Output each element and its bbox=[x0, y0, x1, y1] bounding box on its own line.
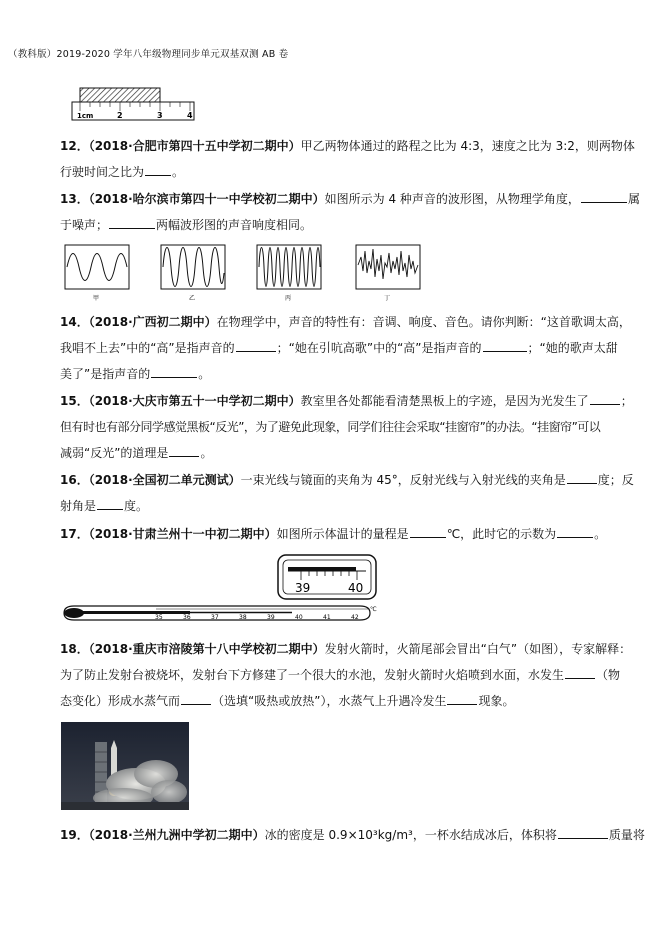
question-source: （2018·广西初二期中） bbox=[88, 315, 217, 329]
question-source: （2018·大庆市第五十一中学初二期中） bbox=[88, 394, 301, 408]
svg-text:41: 41 bbox=[323, 614, 331, 621]
thermometer-figure bbox=[60, 553, 380, 625]
ruler-label: 4 bbox=[187, 111, 193, 120]
wave-label: 乙 bbox=[189, 295, 196, 302]
question-number: 14． bbox=[60, 315, 89, 329]
question-source: （2018·甘肃兰州十一中初二期中） bbox=[88, 527, 277, 541]
answer-blank[interactable] bbox=[557, 525, 593, 538]
question-number: 16． bbox=[60, 473, 89, 487]
question-15: 15．（2018·大庆市第五十一中学初二期中）教室里各处都能看清楚黑板上的字迹，是因为光发生了 ； 但有时也有部分同学感觉黑板“反光”，为了避免此现象，同学们往往会采取“挂窗帘”的办法。“挂窗帘”可以 减弱“反光”的道理是 。 bbox=[60, 394, 633, 460]
question-source: （2018·哈尔滨市第四十一中学校初二期中） bbox=[88, 192, 325, 206]
answer-blank[interactable] bbox=[410, 525, 446, 538]
answer-blank[interactable] bbox=[581, 190, 627, 203]
question-source: （2018·兰州九洲中学初二期中） bbox=[88, 828, 265, 842]
wave-label: 丁 bbox=[384, 295, 391, 302]
answer-blank[interactable] bbox=[567, 471, 597, 484]
answer-blank[interactable] bbox=[236, 339, 276, 352]
answer-blank[interactable] bbox=[447, 692, 477, 705]
question-17: 17．（2018·甘肃兰州十一中初二期中）如图所示体温计的量程是 ℃，此时它的示数为 。 bbox=[60, 527, 607, 541]
wave-label: 甲 bbox=[93, 295, 100, 302]
question-13: 13．（2018·哈尔滨市第四十一中学校初二期中）如图所示为 4 种声音的波形图，从物理学角度， 属 于噪声； 两幅波形图的声音响度相同。 bbox=[60, 192, 640, 232]
ruler-figure bbox=[70, 84, 200, 124]
wave-label: 丙 bbox=[285, 295, 292, 302]
question-source: （2018·全国初二单元测试） bbox=[88, 473, 241, 487]
question-12: 12．（2018·合肥市第四十五中学初二期中）甲乙两物体通过的路程之比为 4:3，速度之比为 3:2，则两物体 行驶时间之比为 。 bbox=[60, 139, 635, 179]
thermometer-zoom-window bbox=[278, 555, 376, 599]
question-source: （2018·合肥市第四十五中学初二期中） bbox=[88, 139, 301, 153]
answer-blank[interactable] bbox=[181, 692, 211, 705]
unit-label: ℃ bbox=[370, 606, 377, 613]
question-16: 16．（2018·全国初二单元测试）一束光线与镜面的夹角为 45°，反射光线与入射光线的夹角是 度；反 射角是 度。 bbox=[60, 473, 634, 513]
wave-yi bbox=[161, 245, 225, 302]
question-14: 14．（2018·广西初二期中）在物理学中，声音的特性有：音调、响度、音色。请你判断：“这首歌调太高， 我唱不上去”中的“高”是指声音的 ；“她在引吭高歌”中的“高”是指声音的 ；“她的歌声太甜 美了”是指声音的 。 bbox=[60, 315, 631, 381]
question-number: 15． bbox=[60, 394, 89, 408]
wave-ding bbox=[356, 245, 420, 302]
page-header: （教科版）2019-2020 学年八年级物理同步单元双基双测 AB 卷 bbox=[8, 49, 289, 60]
zoom-label: 40 bbox=[348, 581, 364, 595]
answer-blank[interactable] bbox=[145, 163, 171, 176]
answer-blank[interactable] bbox=[483, 339, 527, 352]
answer-blank[interactable] bbox=[590, 392, 620, 405]
question-number: 19． bbox=[60, 828, 89, 842]
question-number: 18． bbox=[60, 642, 89, 656]
svg-text:36: 36 bbox=[183, 614, 191, 621]
question-number: 17． bbox=[60, 527, 89, 541]
rocket-launch-photo bbox=[61, 722, 189, 810]
answer-blank[interactable] bbox=[558, 826, 608, 839]
svg-text:37: 37 bbox=[211, 614, 219, 621]
svg-text:40: 40 bbox=[295, 614, 303, 621]
waveform-figure bbox=[60, 243, 440, 305]
question-number: 13． bbox=[60, 192, 89, 206]
wave-bing bbox=[257, 245, 321, 302]
answer-blank[interactable] bbox=[109, 216, 155, 229]
answer-blank[interactable] bbox=[169, 444, 199, 457]
answer-blank[interactable] bbox=[97, 497, 123, 510]
answer-blank[interactable] bbox=[565, 666, 595, 679]
zoom-label: 39 bbox=[295, 581, 311, 595]
svg-text:35: 35 bbox=[155, 614, 163, 621]
svg-text:38: 38 bbox=[239, 614, 247, 621]
question-19: 19．（2018·兰州九洲中学初二期中）冰的密度是 0.9×10³kg/m³，一杯水结成冰后，体积将 质量将 bbox=[60, 828, 645, 842]
svg-text:39: 39 bbox=[267, 614, 275, 621]
wave-jia bbox=[65, 245, 129, 302]
question-source: （2018·重庆市涪陵第十八中学校初二期中） bbox=[88, 642, 325, 656]
ruler-label: 1cm bbox=[77, 112, 94, 120]
measured-block bbox=[80, 88, 160, 102]
svg-text:42: 42 bbox=[351, 614, 359, 621]
question-number: 12． bbox=[60, 139, 89, 153]
question-18: 18．（2018·重庆市涪陵第十八中学校初二期中）发射火箭时，火箭尾部会冒出“白气”（如图），专家解释： 为了防止发射台被烧坏，发射台下方修建了一个很大的水池，发射火箭时火焰喷到水面，水发生 （物 态变化）形成水蒸气而 （选填“吸热或放热”），水蒸气上升遇冷发生 现象。 bbox=[60, 642, 632, 708]
ruler-label: 2 bbox=[117, 111, 123, 120]
answer-blank[interactable] bbox=[151, 365, 197, 378]
ruler-label: 3 bbox=[157, 111, 163, 120]
